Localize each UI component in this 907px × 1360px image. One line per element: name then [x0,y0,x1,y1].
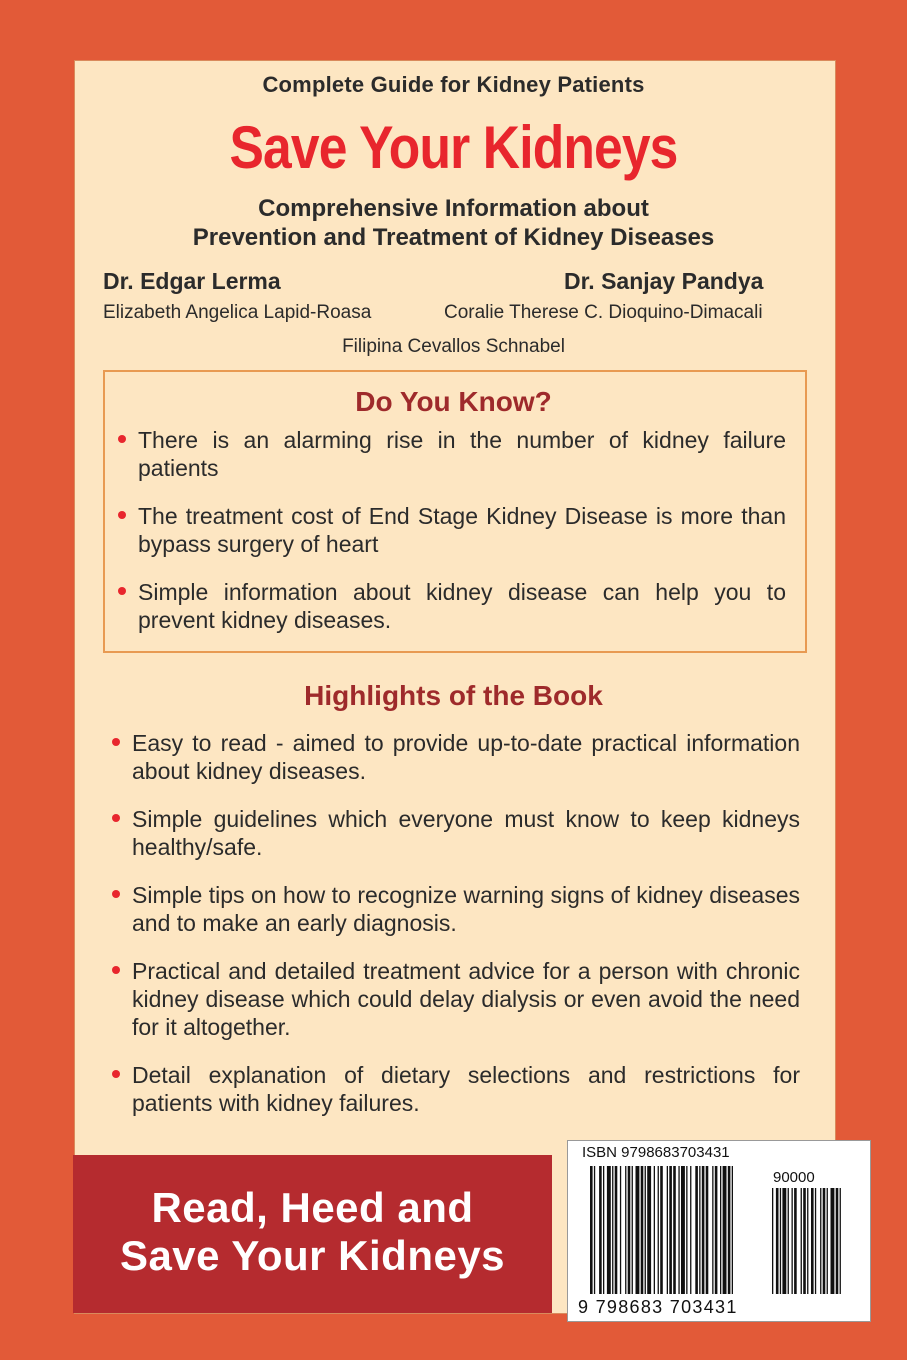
barcode-bar [654,1166,655,1294]
barcode-bar [590,1166,593,1294]
barcode-addon-bar [836,1188,839,1294]
barcode-addon-bar [782,1188,786,1294]
list-item: Simple information about kidney disease can help you to prevent kidney diseases. [138,578,786,634]
barcode-bar [660,1166,663,1294]
barcode-bar [732,1166,733,1294]
barcode-bar [658,1166,659,1294]
tagline-line-1: Read, Heed and [151,1184,474,1231]
barcode-bar [706,1166,709,1294]
bullet-dot-icon [112,1070,120,1078]
barcode-bar [607,1166,611,1294]
barcode-addon-bar [811,1188,814,1294]
bullet-dot-icon [112,814,120,822]
barcode-bar [625,1166,626,1294]
barcode-bar [678,1166,679,1294]
barcode-bar [728,1166,731,1294]
tagline-line-2: Save Your Kidneys [119,1232,506,1279]
subtitle-line-1: Comprehensive Information about [258,195,649,222]
barcode-bar [712,1166,713,1294]
barcode-bar [669,1166,672,1294]
barcode-icon [590,1166,860,1296]
barcode-bar [636,1166,640,1294]
barcode-bar [723,1166,727,1294]
barcode-bar [594,1166,595,1294]
barcode-bar [695,1166,698,1294]
bullet-dot-icon [118,435,126,443]
bullet-dot-icon [118,511,126,519]
barcode-bar [686,1166,687,1294]
list-item: Practical and detailed treatment advice for a person with chronic kidney disease which could delay dialysis or even avoid the need for it altogether. [132,957,800,1041]
list-item: Detail explanation of dietary selections and restrictions for patients with kidney failures. [132,1061,800,1117]
barcode-addon-bar [772,1188,773,1294]
bullet-dot-icon [112,966,120,974]
barcode-addon-bar [815,1188,816,1294]
barcode-addon-bar [823,1188,826,1294]
price-code: 90000 [773,1169,815,1186]
barcode-number: 9 798683 703431 [578,1297,738,1317]
top-label: Complete Guide for Kidney Patients [262,72,645,97]
barcode-addon-bar [776,1188,779,1294]
barcode-bar [673,1166,676,1294]
barcode-bar [628,1166,631,1294]
barcode-bar [612,1166,613,1294]
barcode-addon-bar [792,1188,793,1294]
do-you-know-title: Do You Know? [355,386,552,417]
tagline [73,1184,552,1280]
barcode-addon-bar [780,1188,781,1294]
barcode-bar [645,1166,646,1294]
coauthor-schnabel: Filipina Cevallos Schnabel [342,336,565,357]
barcode-bar [702,1166,705,1294]
author-edgar-lerma: Dr. Edgar Lerma [103,268,281,294]
bullet-dot-icon [118,587,126,595]
highlights-title: Highlights of the Book [304,680,603,711]
barcode-addon-bar [840,1188,841,1294]
barcode-addon-bar [807,1188,808,1294]
barcode-bar [690,1166,691,1294]
barcode-bar [603,1166,604,1294]
barcode-bar [699,1166,700,1294]
barcode-bar [720,1166,721,1294]
coauthor-dioquino-dimacali: Coralie Therese C. Dioquino-Dimacali [444,302,763,323]
barcode-bar [667,1166,668,1294]
list-item: Easy to read - aimed to provide up-to-date practical information about kidney diseases. [132,729,800,785]
barcode-addon-bar [801,1188,802,1294]
bullet-dot-icon [112,890,120,898]
barcode-addon-bar [794,1188,797,1294]
bullet-dot-icon [112,738,120,746]
list-item: There is an alarming rise in the number of kidney failure patients [138,426,786,482]
isbn-label: ISBN 9798683703431 [582,1144,730,1161]
barcode-addon-bar [831,1188,835,1294]
highlights-list [132,729,800,1117]
barcode-bar [620,1166,621,1294]
barcode-addon-bar [788,1188,789,1294]
barcode-bar [599,1166,602,1294]
author-sanjay-pandya: Dr. Sanjay Pandya [564,268,764,294]
barcode-bar [615,1166,618,1294]
coauthor-lapid-roasa: Elizabeth Angelica Lapid-Roasa [103,302,372,323]
list-item: Simple guidelines which everyone must know to keep kidneys healthy/safe. [132,805,800,861]
barcode-bar [647,1166,651,1294]
barcode-bar [641,1166,644,1294]
do-you-know-list [138,426,786,634]
book-title: Save Your Kidneys [229,114,678,181]
barcode-addon-bar [820,1188,821,1294]
barcode-bar [632,1166,633,1294]
barcode-addon-bar [803,1188,806,1294]
barcode-bar [681,1166,685,1294]
barcode-bar [715,1166,718,1294]
subtitle-line-2: Prevention and Treatment of Kidney Diseases [192,224,715,251]
list-item: The treatment cost of End Stage Kidney Disease is more than bypass surgery of heart [138,502,786,558]
barcode-addon-bar [827,1188,828,1294]
book-subtitle [0,194,907,252]
list-item: Simple tips on how to recognize warning signs of kidney diseases and to make an early diagnosis. [132,881,800,937]
